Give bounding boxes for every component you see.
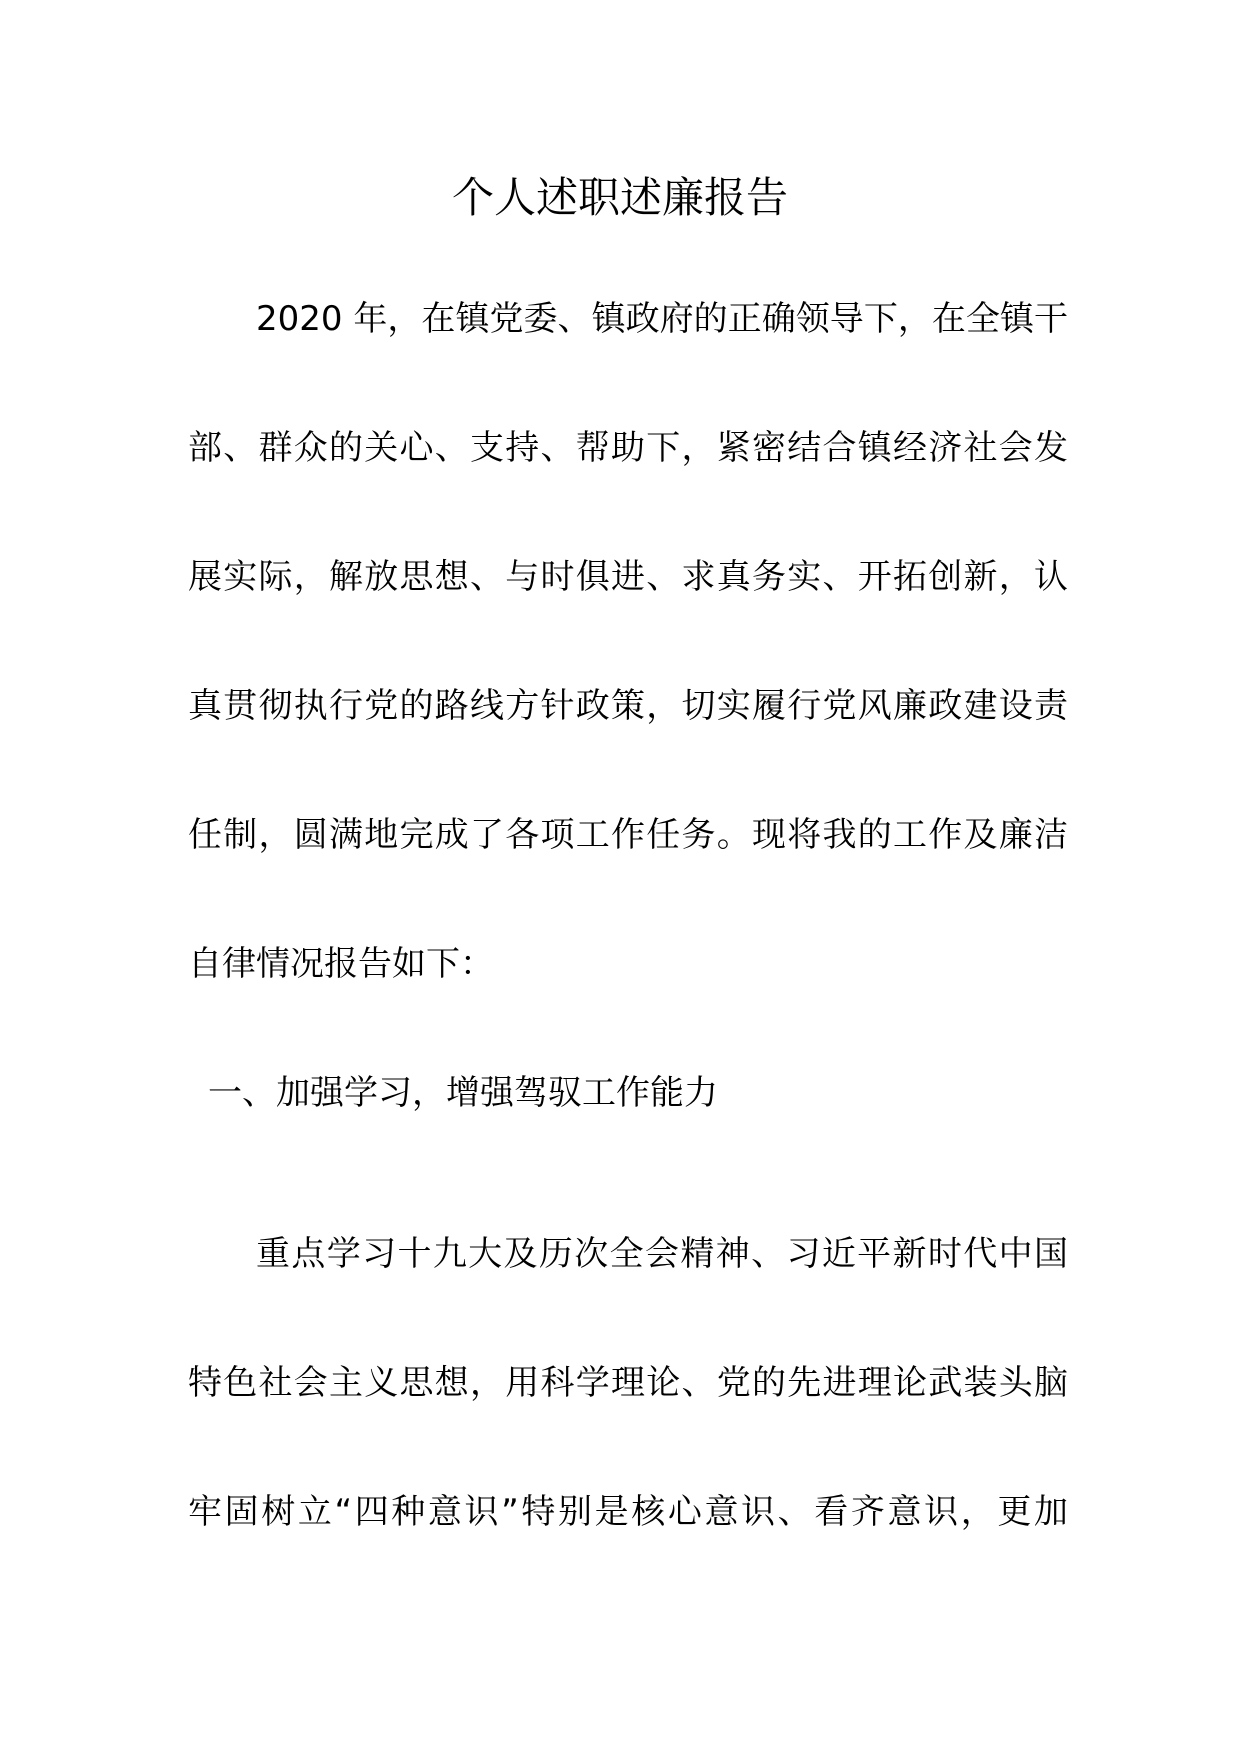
paragraph-1-line-5: 任制，圆满地完成了各项工作任务。现将我的工作及廉洁	[188, 815, 1068, 855]
document-title: 个人述职述廉报告	[451, 173, 788, 222]
paragraph-2-line-3: 牢固树立“四种意识”特别是核心意识、看齐意识，更加	[188, 1492, 1068, 1532]
paragraph-2-line-2: 特色社会主义思想，用科学理论、党的先进理论武装头脑	[188, 1363, 1068, 1403]
paragraph-1-line-6: 自律情况报告如下：	[188, 944, 494, 984]
section-1-heading: 一、加强学习，增强驾驭工作能力	[208, 1073, 718, 1113]
paragraph-1-line-1: 2020 年，在镇党委、镇政府的正确领导下，在全镇干	[256, 299, 1068, 339]
paragraph-1-line-2: 部、群众的关心、支持、帮助下，紧密结合镇经济社会发	[188, 428, 1068, 468]
paragraph-2-line-1: 重点学习十九大及历次全会精神、习近平新时代中国	[256, 1234, 1068, 1274]
paragraph-1-line-3: 展实际，解放思想、与时俱进、求真务实、开拓创新，认	[188, 557, 1068, 597]
paragraph-1-line-4: 真贯彻执行党的路线方针政策，切实履行党风廉政建设责	[188, 686, 1068, 726]
